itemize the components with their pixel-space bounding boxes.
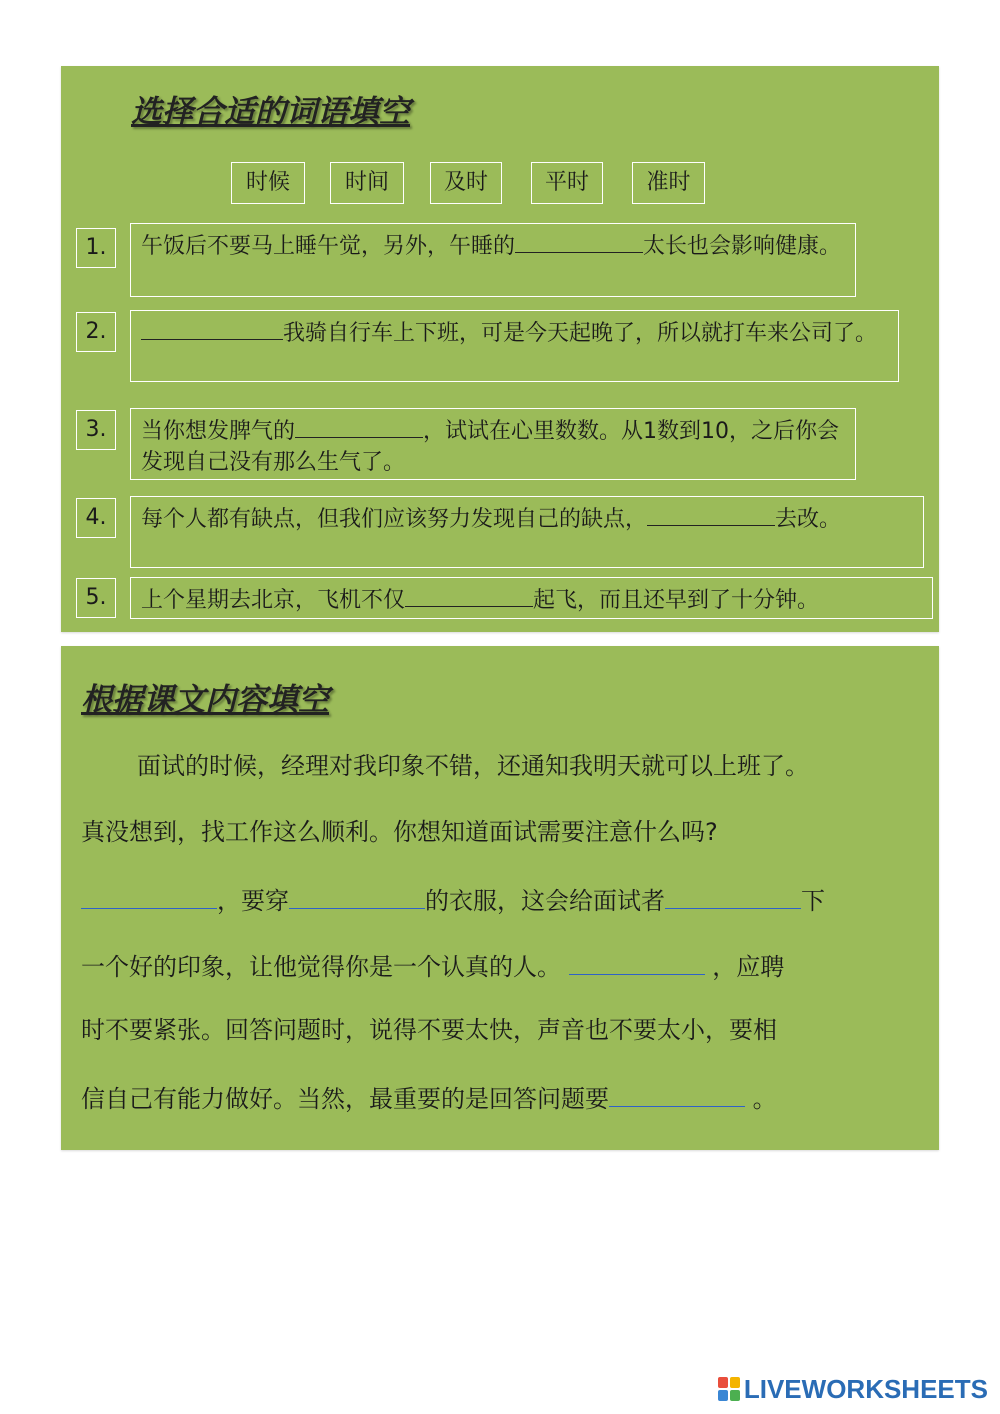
paragraph-text: ，应聘 [712, 953, 785, 981]
word-bank-item[interactable]: 时间 [330, 162, 404, 204]
paragraph-line: 真没想到，找工作这么顺利。你想知道面试需要注意什么吗? [81, 818, 718, 846]
word-bank-item[interactable]: 准时 [632, 162, 705, 204]
question-4 [130, 496, 924, 568]
question-text: 我骑自行车上下班，可是今天起晚了，所以就打车来公司了。 [283, 321, 878, 346]
section-title: 根据课文内容填空 [81, 682, 329, 718]
question-text: 上个星期去北京，飞机不仅 [141, 588, 406, 613]
answer-blank[interactable] [515, 228, 643, 253]
answer-blank[interactable] [569, 948, 705, 975]
logo-text: LIVEWORKSHEETS [743, 1373, 988, 1404]
exercise-panel-text-fill [61, 646, 939, 1150]
paragraph-text: 的衣服，这会给面试者 [425, 887, 665, 915]
answer-blank[interactable] [647, 501, 775, 526]
section-title: 选择合适的词语填空 [131, 94, 410, 130]
question-text: 起飞，而且还早到了十分钟。 [533, 588, 820, 613]
answer-blank[interactable] [81, 882, 217, 909]
exercise-panel-word-choice [61, 66, 939, 632]
question-text: 去改。 [775, 507, 842, 532]
answer-blank[interactable] [405, 582, 533, 607]
question-text: 每个人都有缺点，但我们应该努力发现自己的缺点， [141, 507, 648, 532]
question-text: 午饭后不要马上睡午觉，另外，午睡的 [141, 234, 516, 259]
question-text: 当你想发脾气的 [141, 419, 296, 444]
question-number: 2. [76, 312, 116, 352]
paragraph-line: 时不要紧张。回答问题时，说得不要太快，声音也不要太小，要相 [81, 1016, 777, 1044]
question-5 [130, 577, 933, 619]
word-bank-item[interactable]: 平时 [531, 162, 603, 204]
word-bank-item[interactable]: 及时 [430, 162, 502, 204]
question-2 [130, 310, 899, 382]
paragraph-text: 一个好的印象，让他觉得你是一个认真的人。 [81, 953, 561, 981]
word-bank-item[interactable]: 时候 [231, 162, 305, 204]
paragraph-text: 信自己有能力做好。当然，最重要的是回答问题要 [81, 1085, 609, 1113]
paragraph-text: 。 [752, 1085, 777, 1113]
question-number: 5. [76, 578, 116, 618]
question-3 [130, 408, 856, 480]
paragraph-text: ，要穿 [217, 887, 289, 915]
answer-blank[interactable] [141, 315, 283, 340]
paragraph-line [81, 882, 825, 917]
paragraph-text: 下 [801, 887, 825, 915]
logo-mark-icon [718, 1377, 740, 1401]
answer-blank[interactable] [295, 413, 423, 438]
answer-blank[interactable] [609, 1080, 745, 1107]
question-number: 4. [76, 498, 116, 538]
answer-blank[interactable] [665, 882, 801, 909]
question-1 [130, 223, 856, 297]
paragraph-line: 面试的时候，经理对我印象不错，还通知我明天就可以上班了。 [137, 752, 809, 780]
question-text: ，试试在心里数数。从1数到10，之后你会发现自己没有那么生气了。 [141, 419, 840, 475]
paragraph-line [81, 948, 784, 983]
paragraph-line [81, 1080, 777, 1115]
question-number: 3. [76, 410, 116, 450]
question-text: 太长也会影响健康。 [643, 234, 842, 259]
liveworksheets-logo [718, 1374, 988, 1404]
question-number: 1. [76, 228, 116, 268]
answer-blank[interactable] [289, 882, 425, 909]
